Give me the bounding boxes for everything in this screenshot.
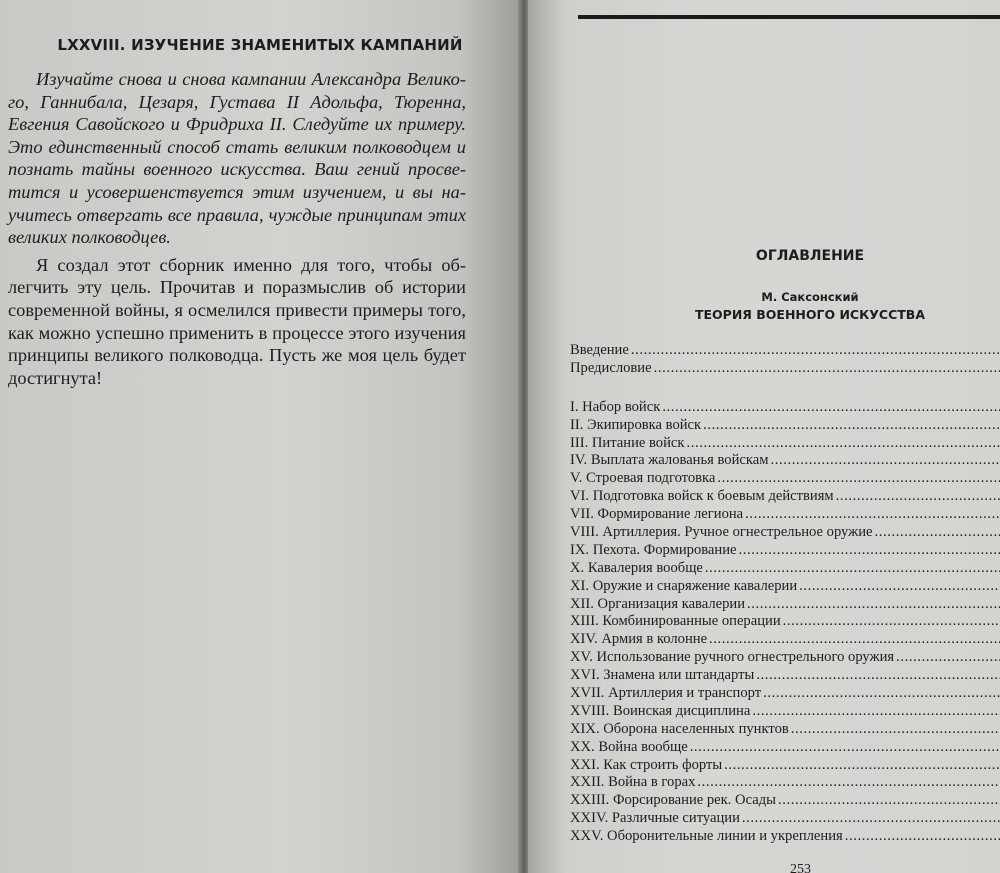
text-line: изучения принципы великого полководца. Пусть же — [8, 322, 467, 366]
toc-book-title: ТЕОРИЯ ВОЕННОГО ИСКУССТВА — [694, 307, 926, 322]
chapter-heading: LXXVIII. ИЗУЧЕНИЕ ЗНАМЕНИТЫХ КАМПАНИЙ — [57, 36, 463, 54]
text-line: великих полководцев. — [8, 227, 171, 248]
toc-entry: Предисловие ..... — [570, 360, 1000, 378]
text-line: современной войны, я осмелился привести примеры — [8, 299, 424, 320]
toc-entry: Введение ..... — [570, 342, 1000, 360]
toc-entry: XVI. Знамена или штандарты ..... — [570, 667, 1000, 685]
left-page-text — [8, 68, 466, 389]
text-line: Это единственный способ стать великим полководцем и — [8, 136, 466, 157]
toc-entry: XII. Организация кавалерии ..... — [570, 596, 1000, 614]
italic-paragraph — [8, 68, 466, 249]
toc-entry: XXIV. Различные ситуации ..... — [570, 810, 1000, 828]
text-line: Я создал этот сборник именно для того, чтобы об- — [36, 254, 466, 275]
toc-entry: XX. Война вообще ..... — [570, 739, 1000, 757]
text-line: Изучайте снова и снова кампании Александра Велико- — [36, 69, 466, 89]
text-line: Евгения Савойского и Фридриха II. Следуйте их примеру. — [8, 114, 466, 135]
text-line: моя цель будет достигнута! — [8, 345, 466, 388]
text-line: того, как можно успешно применить в процессе этого — [8, 299, 466, 343]
toc-entry: XVII. Артиллерия и транспорт ..... — [570, 685, 1000, 703]
toc-entry: XV. Использование ручного огнестрельного оружия ..... — [570, 649, 1000, 667]
toc-author: М. Саксонский — [761, 290, 859, 304]
toc-entry: XIII. Комбинированные операции ..... — [570, 613, 1000, 631]
toc-entry: XI. Оружие и снаряжение кавалерии ..... — [570, 578, 1000, 596]
text-line: го, Ганнибала, Цезаря, Густава II Адольфа, Тюренна, — [8, 91, 466, 112]
toc-entry: XVIII. Воинская дисциплина ..... — [570, 703, 1000, 721]
toc-entry: I. Набор войск ..... — [570, 399, 1000, 417]
toc-entry: XXII. Война в горах ..... — [570, 774, 1000, 792]
toc-entry: IV. Выплата жалованья войскам ..... — [570, 452, 1000, 470]
text-line: познать тайны военного искусства. Ваш гений просве- — [8, 159, 466, 180]
text-line: учитесь отвергать все правила, чуждые принципам этих — [8, 204, 466, 225]
toc-entry: X. Кавалерия вообще ..... — [570, 560, 1000, 578]
plain-paragraph — [8, 254, 466, 390]
toc-entry: XIX. Оборона населенных пунктов ..... — [570, 721, 1000, 739]
toc-entry: III. Питание войск ..... — [570, 435, 1000, 453]
toc-entry: VII. Формирование легиона ..... — [570, 506, 1000, 524]
toc-entry: V. Строевая подготовка ..... — [570, 470, 1000, 488]
toc-spacer — [570, 378, 1000, 399]
toc-entry: XIV. Армия в колонне ..... — [570, 631, 1000, 649]
text-line: тится и усовершенствуется этим изучением, и вы на- — [8, 181, 466, 202]
toc-title: ОГЛАВЛЕНИЕ — [755, 248, 865, 264]
toc-entry: XXV. Оборонительные линии и укрепления ..... — [570, 828, 1000, 846]
header-rule — [578, 15, 1000, 19]
toc-entry: IX. Пехота. Формирование ..... — [570, 542, 1000, 560]
page-number: 253 — [790, 862, 811, 873]
toc-entry: II. Экипировка войск ..... — [570, 417, 1000, 435]
toc-list — [570, 342, 1000, 846]
toc-entry: XXIII. Форсирование рек. Осады ..... — [570, 792, 1000, 810]
toc-entry: XXI. Как строить форты ..... — [570, 757, 1000, 775]
text-line: легчить эту цель. Прочитав и поразмыслив об истории — [8, 277, 466, 298]
toc-entry: VIII. Артиллерия. Ручное огнестрельное оружие ..... — [570, 524, 1000, 542]
toc-entry: VI. Подготовка войск к боевым действиям ..... — [570, 488, 1000, 506]
